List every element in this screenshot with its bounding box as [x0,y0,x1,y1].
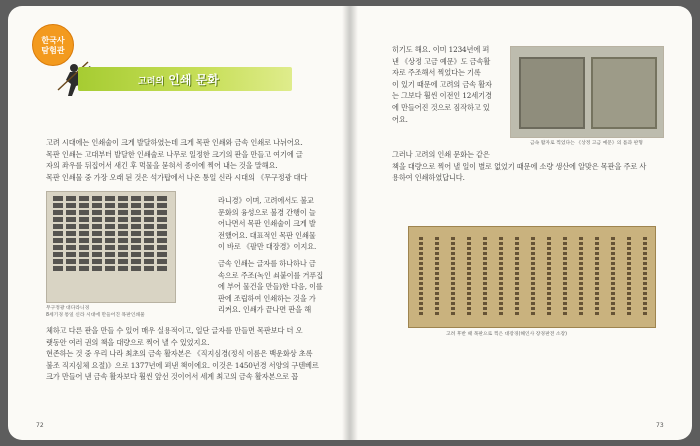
printing-mold-photo [510,46,664,138]
woodblock-sutra-scroll-photo [408,226,656,328]
photo-caption-desc: 8세기경 통일 신라 시대에 만들어진 목판인쇄물 [46,313,145,318]
paragraph-conclusion: 그러나 고려의 인쇄 문화는 같은 책을 대량으로 찍어 낼 일이 별로 없었기 때문에 소량 생산에 알맞은 목판을 주로 사 용하여 인쇄하였답니다. [392,150,647,183]
section-title-banner [78,67,292,91]
book-gutter [342,6,358,440]
left-page [8,6,350,440]
badge-line1: 한국사 [41,36,65,45]
book-spread [8,6,692,440]
photo1-caption: 금속 활자로 찍었다는 《상정 고금 예문》의 틀과 판형 [530,141,643,146]
mugujeonggwang-sutra-photo [46,191,176,303]
paragraph-metal-type: 체하고 다른 판을 만들 수 있어 매우 실용적이고, 일단 글자를 만들면 목판보다 더 오 랫동안 여러 권의 책을 대량으로 찍어 낼 수 있었지요. 현존하는 것 중 우리 나라 최초의 금속 활자본은 《직지심경(정식 이름은 백운화상 초록 불조 직지심체 요절)》으로 1377년에 펴낸 책이에요. 이것은 1450년경 서양의 구텐베르 크가 만들어 낸 금속 활자보다 훨씬 앞선 것이어서 세계 최고의 금속 활자본으로 꼽 [46,326,319,382]
page-number-right: 73 [656,422,664,429]
paragraph-intro: 고려 시대에는 인쇄술이 크게 발달하였는데 크게 목판 인쇄와 금속 인쇄로 나뉘어요. 목판 인쇄는 고대부터 발달한 인쇄술로 나무로 일정한 크기의 판을 만들고 여기에 글 자의 좌우를 뒤집어서 새긴 후 먹물을 묻혀서 종이에 찍어 내는 것을 말해요. 목판 인쇄물 중 가장 오래 된 것은 석가탑에서 나온 통일 신라 시대의 《무구정광 대다 [46,138,308,182]
paragraph-side: 라니경》이며, 고려에서도 불교 문화의 융성으로 불경 간행이 늘 어나면서 목판 인쇄술이 크게 발 전했어요. 대표적인 목판 인쇄물 이 바로 《팔만 대장경》이지요. 금속 인쇄는 글자를 하나하나 금 속으로 주조(녹인 쇠붙이를 거푸집 에 부어 물건을 만들)한 다음, 이를 판에 조립하여 인쇄하는 것을 가 리켜요. 인쇄가 끝나면 판을 해 [218,196,324,315]
paragraph-continued: 히기도 해요. 이미 1234년에 펴 낸 《상정 고금 예문》도 금속활 자로 주조해서 찍었다는 기록 이 있기 때문에 고려의 금속 활자 는 그보다 훨씬 이전인 12세기경 에 만들어진 것으로 짐작하고 있 어요. [392,45,492,124]
section-title: 고려의 인쇄 문화 [138,73,219,87]
page-number-left: 72 [36,422,44,429]
right-page [350,6,692,440]
photo2-caption: 고려 후반 때 목판으로 찍은 대장경(해인사 장경판전 소장) [446,332,567,337]
badge-line2: 탐험관 [41,46,65,55]
photo-caption-title: 무구정광 대다라니경 [46,306,90,311]
